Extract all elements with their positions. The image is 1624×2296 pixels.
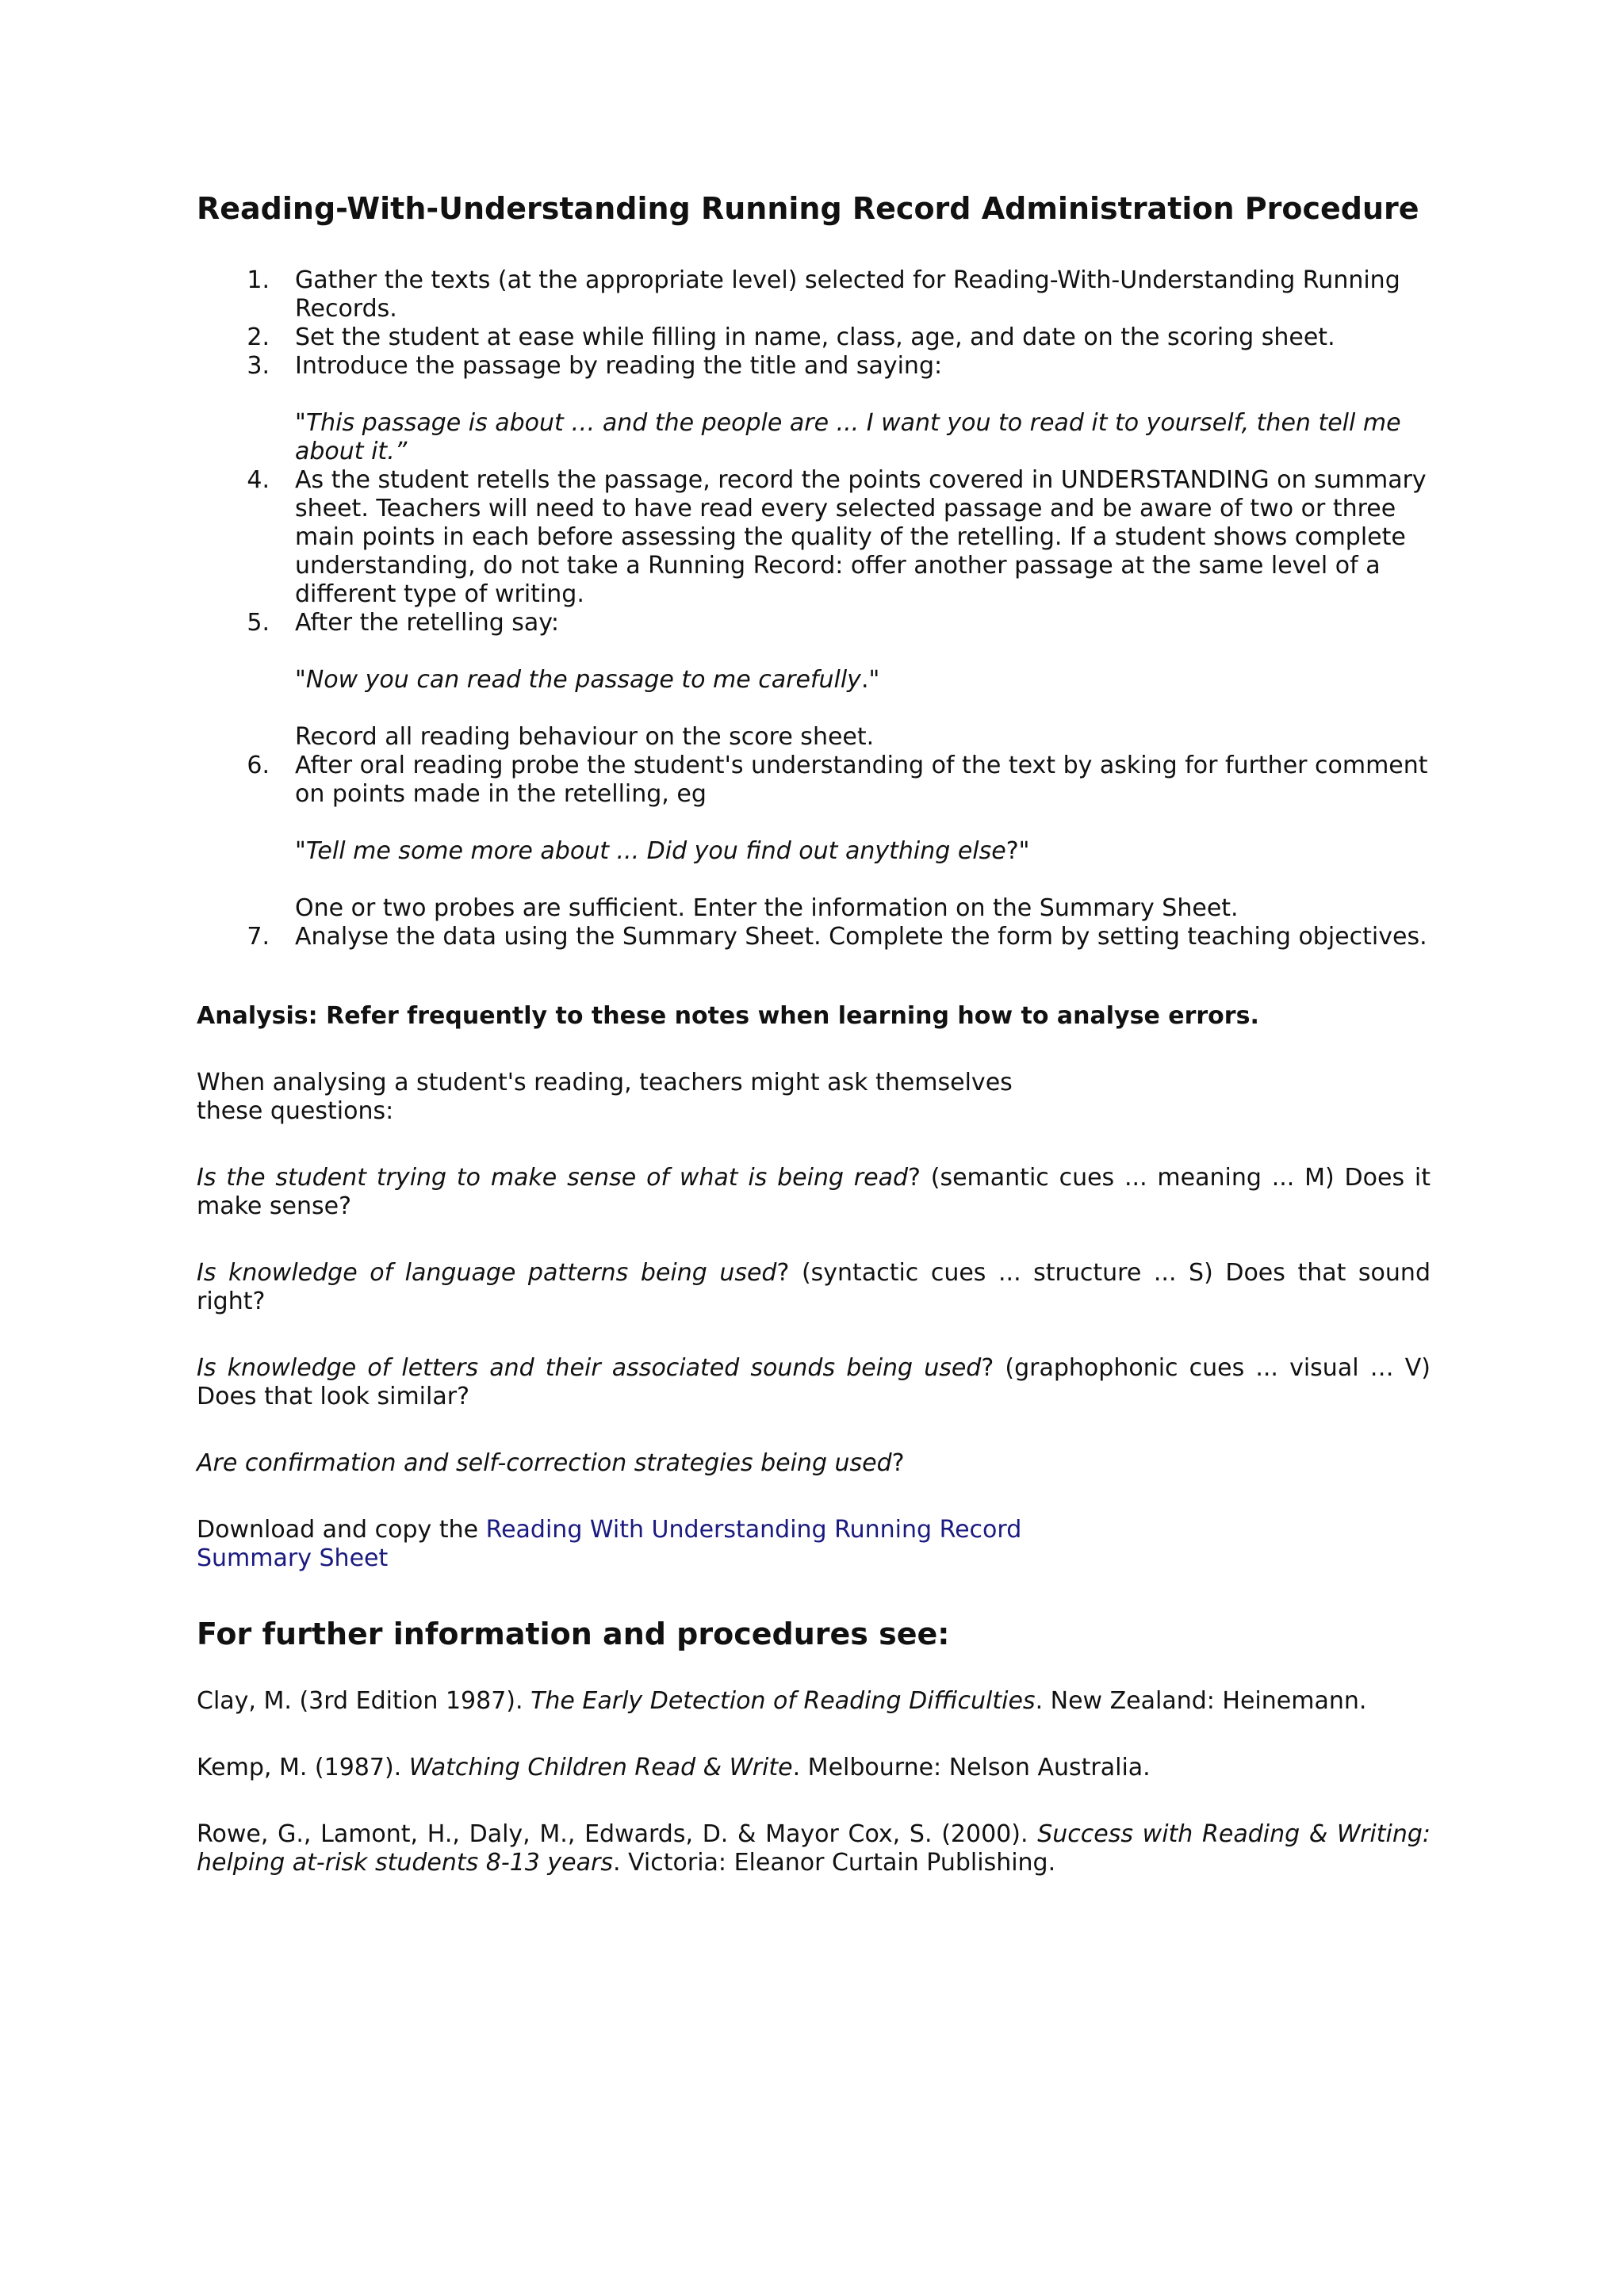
reference-entry: Clay, M. (3rd Edition 1987). The Early Detection of Reading Difficulties. New Zealand: Heinemann. — [197, 1687, 1367, 1715]
list-item — [247, 323, 1431, 352]
step-quote: "This passage is about … and the people are ... I want you to read it to yourself, then tell me about it.” — [295, 409, 1401, 465]
list-item — [247, 266, 1431, 323]
step-number: 2. — [247, 323, 270, 351]
download-line: Download and copy the Reading With Understanding Running Record Summary Sheet — [197, 1516, 1022, 1572]
step-number: 3. — [247, 352, 270, 380]
list-item — [247, 609, 1431, 752]
list-item — [247, 466, 1431, 609]
step-text: Analyse the data using the Summary Sheet. Complete the form by setting teaching objectives. — [295, 923, 1427, 951]
step-number: 1. — [247, 266, 270, 294]
step-followup: Record all reading behaviour on the score sheet. — [295, 723, 875, 751]
analysis-question: Is knowledge of language patterns being used? (syntactic cues ... structure ... S) Does that sound right? — [197, 1259, 1431, 1315]
analysis-question: Are confirmation and self-correction strategies being used? — [197, 1449, 905, 1477]
summary-sheet-link[interactable]: Reading With Understanding Running Record Summary Sheet — [197, 1516, 1022, 1572]
step-text: Set the student at ease while filling in name, class, age, and date on the scoring sheet. — [295, 323, 1335, 351]
step-number: 4. — [247, 466, 270, 494]
step-text: Introduce the passage by reading the title and saying: — [295, 352, 943, 380]
list-item — [247, 352, 1431, 466]
page-title: Reading-With-Understanding Running Record Administration Procedure — [197, 191, 1419, 226]
step-followup: One or two probes are sufficient. Enter the information on the Summary Sheet. — [295, 894, 1239, 922]
analysis-intro: When analysing a student's reading, teachers might ask themselves these questions: — [197, 1069, 1013, 1125]
document-page — [197, 190, 1431, 1877]
step-number: 5. — [247, 609, 270, 637]
analysis-question: Is the student trying to make sense of what is being read? (semantic cues ... meaning ... M) Does it make sense? — [197, 1164, 1431, 1220]
analysis-heading: Analysis: Refer frequently to these notes when learning how to analyse errors. — [197, 1002, 1259, 1030]
step-text: Gather the texts (at the appropriate level) selected for Reading-With-Understanding Running Records. — [295, 266, 1400, 323]
reference-entry: Kemp, M. (1987). Watching Children Read & Write. Melbourne: Nelson Australia. — [197, 1754, 1151, 1781]
step-quote: "Tell me some more about ... Did you find out anything else?" — [295, 837, 1030, 865]
step-number: 7. — [247, 923, 270, 951]
reference-entry: Rowe, G., Lamont, H., Daly, M., Edwards, D. & Mayor Cox, S. (2000). Success with Reading & Writing: helping at-risk students 8-13 years. Victoria: Eleanor Curtain Publishing. — [197, 1820, 1431, 1877]
procedure-steps-list — [197, 266, 1431, 951]
step-number: 6. — [247, 752, 270, 779]
step-text: After the retelling say: — [295, 609, 559, 637]
analysis-question: Is knowledge of letters and their associated sounds being used? (graphophonic cues ... visual … V) Does that look similar? — [197, 1354, 1431, 1410]
list-item — [247, 923, 1431, 951]
step-quote: "Now you can read the passage to me carefully." — [295, 666, 880, 694]
further-info-heading: For further information and procedures see: — [197, 1617, 950, 1651]
step-text: As the student retells the passage, record the points covered in UNDERSTANDING on summary sheet. Teachers will need to have read every selected passage and be aware of two or three main points in each before assessing the quality of the retelling. If a student shows complete understanding, do not take a Running Record: offer another passage at the same level of a different type of writing. — [295, 466, 1427, 608]
list-item — [247, 752, 1431, 923]
step-text: After oral reading probe the student's understanding of the text by asking for further comment on points made in the retelling, eg — [295, 752, 1428, 808]
